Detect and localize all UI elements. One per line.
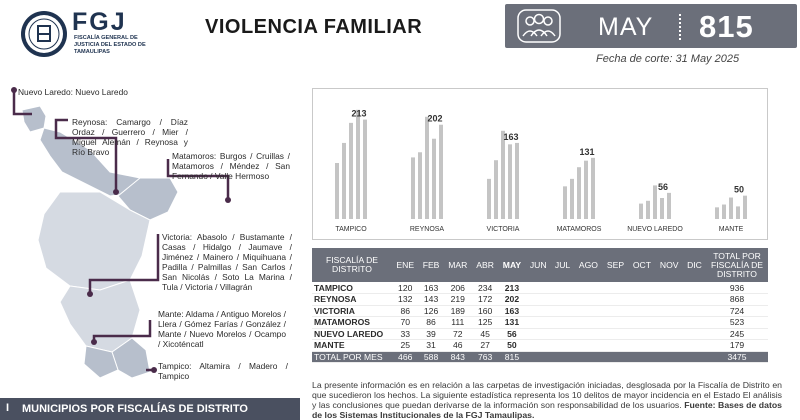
chart-bar (729, 198, 733, 219)
chart-bar (584, 161, 588, 219)
chart-panel (312, 88, 768, 240)
table-cell: 111 (444, 317, 472, 329)
table-cell: 126 (418, 305, 443, 317)
table-cell: 120 (392, 282, 418, 294)
table-cell (683, 351, 706, 363)
table-cell: 234 (472, 282, 498, 294)
chart-bar (508, 144, 512, 219)
table-cell (603, 294, 629, 306)
banner-separator (679, 14, 681, 40)
chart-category-label: NUEVO LAREDO (627, 226, 683, 233)
table-cell (551, 351, 575, 363)
chart-data-label: 131 (579, 146, 595, 157)
table-cell (551, 282, 575, 294)
chart-bar (356, 110, 360, 219)
map-label-victoria: Victoria: Abasolo / Bustamante / Casas / Hidalgo / Jaumave / Jiménez / Mainero / Miquihuana / Padilla / Palmillas / San Carlos / San Nicolás / Soto La Marina / Tula / Victoria / Villagrán (162, 232, 292, 292)
table-header-cell: SEP (603, 248, 629, 282)
table-cell: 206 (444, 282, 472, 294)
org-name: FISCALÍA GENERAL DE JUSTICIA DEL ESTADO DE TAMAULIPAS (74, 35, 146, 55)
table-cell (655, 351, 683, 363)
table-header-cell: ENE (392, 248, 418, 282)
table-header-row (312, 248, 768, 282)
table-cell (526, 305, 551, 317)
section-number: I (6, 402, 10, 414)
chart-bar (349, 123, 353, 219)
table-cell: 27 (472, 340, 498, 352)
table-cell: 131 (498, 317, 525, 329)
table-cell (655, 282, 683, 294)
chart-data-label: 56 (657, 181, 669, 192)
table-row (312, 317, 768, 329)
table-cell: 86 (392, 305, 418, 317)
table-cell (683, 317, 706, 329)
footnote-text: La presente información es en relación a las carpetas de investigación iniciadas, desglosada por la Fiscalía de Distrito en que sucedieron los hechos. La siguiente estadística representa los 10 delitos de mayor incidencia en el Estado El análisis y las conclusiones que puedan derivarse de la información son responsabilidad de los usuarios. (312, 380, 782, 410)
table-cell (655, 340, 683, 352)
table-cell (526, 351, 551, 363)
table-header-cell: FISCALÍA DE DISTRITO (312, 248, 392, 282)
chart-bar (722, 205, 726, 219)
table-cell (628, 282, 655, 294)
chart-bar (563, 186, 567, 219)
page-title: VIOLENCIA FAMILIAR (205, 16, 423, 38)
table-cell (526, 282, 551, 294)
table-cell (628, 294, 655, 306)
chart-bar (335, 163, 339, 219)
table-header-cell: JUL (551, 248, 575, 282)
table-cell: 843 (444, 351, 472, 363)
chart-bar (715, 207, 719, 219)
chart-bar (743, 196, 747, 219)
table-header-cell: ABR (472, 248, 498, 282)
table-cell (628, 317, 655, 329)
monthly-table (312, 248, 768, 363)
table-cell: 202 (498, 294, 525, 306)
table-cell: 3475 (706, 351, 768, 363)
chart-bar (411, 157, 415, 219)
table-cell: 125 (472, 317, 498, 329)
chart-bar (432, 139, 436, 219)
table-cell (603, 351, 629, 363)
table-header-cell: TOTAL POR FISCALÍA DE DISTRITO (706, 248, 768, 282)
table-cell: 219 (444, 294, 472, 306)
table-cell: 39 (418, 328, 443, 340)
table-row (312, 282, 768, 294)
table-cell: 163 (418, 282, 443, 294)
table-row (312, 305, 768, 317)
table-cell (683, 294, 706, 306)
district-bar-chart (313, 89, 769, 241)
table-cell: 50 (498, 340, 525, 352)
table-cell: 72 (444, 328, 472, 340)
table-cell (574, 340, 602, 352)
chart-bar (577, 167, 581, 219)
table-cell: 143 (418, 294, 443, 306)
chart-bar (570, 179, 574, 219)
table-cell (628, 351, 655, 363)
map-label-matamoros: Matamoros: Burgos / Cruillas / Matamoros / Méndez / San Fernando / Valle Hermoso (172, 151, 290, 181)
table-cell: MATAMOROS (312, 317, 392, 329)
chart-category-label: VICTORIA (486, 226, 520, 233)
table-cell: 163 (498, 305, 525, 317)
chart-data-label: 213 (351, 108, 367, 119)
table-cell (551, 317, 575, 329)
table-row (312, 294, 768, 306)
table-cell: 33 (392, 328, 418, 340)
table-cell: 46 (444, 340, 472, 352)
table-cell (603, 317, 629, 329)
table-cell: REYNOSA (312, 294, 392, 306)
table-cell (526, 294, 551, 306)
table-cell (628, 340, 655, 352)
table-header-cell: NOV (655, 248, 683, 282)
chart-bar (653, 185, 657, 219)
table-cell: 45 (472, 328, 498, 340)
chart-bar (591, 158, 595, 219)
chart-category-label: MATAMOROS (556, 226, 602, 233)
chart-data-label: 202 (427, 113, 443, 124)
table-cell: 31 (418, 340, 443, 352)
table-total-row (312, 351, 768, 363)
map-label-nuevo-laredo: Nuevo Laredo: Nuevo Laredo (18, 87, 128, 97)
table-cell: 868 (706, 294, 768, 306)
chart-bar (501, 131, 505, 219)
table-header-cell: MAR (444, 248, 472, 282)
chart-category-label: REYNOSA (409, 226, 445, 233)
table-cell: 25 (392, 340, 418, 352)
chart-data-label: 50 (733, 184, 745, 195)
table-cell (551, 328, 575, 340)
chart-bar (425, 117, 429, 219)
table-cell (655, 294, 683, 306)
table-cell (551, 305, 575, 317)
table-cell: 132 (392, 294, 418, 306)
table-cell: 70 (392, 317, 418, 329)
table-cell (603, 340, 629, 352)
table-cell: NUEVO LAREDO (312, 328, 392, 340)
cutoff-date: Fecha de corte: 31 May 2025 (596, 53, 740, 65)
table-cell (655, 305, 683, 317)
table-cell (574, 351, 602, 363)
chart-bar (667, 193, 671, 219)
footnote-source: Fuente: Bases de datos de los Sistemas Institucionales de la FGJ Tamaulipas. (312, 400, 782, 420)
chart-category-label: TAMPICO (335, 226, 367, 233)
table-cell (603, 328, 629, 340)
table-cell (683, 305, 706, 317)
table-cell: 588 (418, 351, 443, 363)
table-cell (683, 282, 706, 294)
people-group-icon (517, 9, 561, 43)
banner-total: 815 (699, 9, 754, 44)
chart-bar (736, 206, 740, 219)
chart-bar (646, 201, 650, 219)
table-cell (603, 305, 629, 317)
fgj-seal-logo (20, 10, 68, 58)
table-header-cell: FEB (418, 248, 443, 282)
map-label-reynosa: Reynosa: Camargo / Díaz Ordaz / Guerrero / Mier / Miguel Alemán / Reynosa y Río Bravo (72, 117, 188, 157)
table-cell (526, 328, 551, 340)
table-cell (683, 328, 706, 340)
table-cell: 160 (472, 305, 498, 317)
table-cell: 245 (706, 328, 768, 340)
table-header-cell: MAY (498, 248, 525, 282)
month-total-banner (505, 4, 797, 48)
table-cell (628, 328, 655, 340)
table-cell: 172 (472, 294, 498, 306)
footnote (312, 380, 782, 420)
table-cell (551, 340, 575, 352)
table-cell (526, 340, 551, 352)
section-header-bar (0, 398, 300, 420)
table-cell: 523 (706, 317, 768, 329)
map-label-tampico: Tampico: Altamira / Madero / Tampico (158, 361, 288, 381)
table-cell: 815 (498, 351, 525, 363)
chart-bar (363, 120, 367, 219)
table-cell: 724 (706, 305, 768, 317)
org-acronym: FGJ (72, 8, 127, 36)
table-cell (526, 317, 551, 329)
table-cell (683, 340, 706, 352)
chart-bar (494, 160, 498, 219)
table-cell (574, 282, 602, 294)
table-cell: 213 (498, 282, 525, 294)
table-cell (574, 305, 602, 317)
chart-bar (660, 198, 664, 219)
banner-month: MAY (598, 13, 654, 41)
table-cell: MANTE (312, 340, 392, 352)
chart-bar (439, 125, 443, 219)
table-cell (655, 328, 683, 340)
table-header-cell: AGO (574, 248, 602, 282)
table-row (312, 340, 768, 352)
table-cell: 179 (706, 340, 768, 352)
table-cell (551, 294, 575, 306)
table-cell (574, 294, 602, 306)
table-cell: 189 (444, 305, 472, 317)
table-cell (574, 328, 602, 340)
table-cell (603, 282, 629, 294)
table-cell: VICTORIA (312, 305, 392, 317)
table-cell: 936 (706, 282, 768, 294)
table-cell: TAMPICO (312, 282, 392, 294)
chart-bar (342, 143, 346, 219)
table-cell: 56 (498, 328, 525, 340)
chart-bar (487, 179, 491, 219)
section-title: MUNICIPIOS POR FISCALÍAS DE DISTRITO (22, 403, 248, 415)
table-cell: 86 (418, 317, 443, 329)
table-header-cell: JUN (526, 248, 551, 282)
table-cell: TOTAL POR MES (312, 351, 392, 363)
chart-bar (639, 204, 643, 219)
chart-bar (418, 152, 422, 219)
table-cell (655, 317, 683, 329)
map-label-mante: Mante: Aldama / Antiguo Morelos / Llera / Gómez Farías / González / Mante / Nuevo Morelos / Ocampo / Xicoténcatl (158, 309, 286, 349)
table-cell: 466 (392, 351, 418, 363)
chart-category-label: MANTE (718, 226, 744, 233)
table-row (312, 328, 768, 340)
table-header-cell: OCT (628, 248, 655, 282)
table-cell: 763 (472, 351, 498, 363)
table-cell (574, 317, 602, 329)
chart-data-label: 163 (503, 131, 519, 142)
map-region-nuevo-laredo (22, 106, 46, 132)
table-cell (628, 305, 655, 317)
chart-bar (515, 143, 519, 219)
table-header-cell: DIC (683, 248, 706, 282)
